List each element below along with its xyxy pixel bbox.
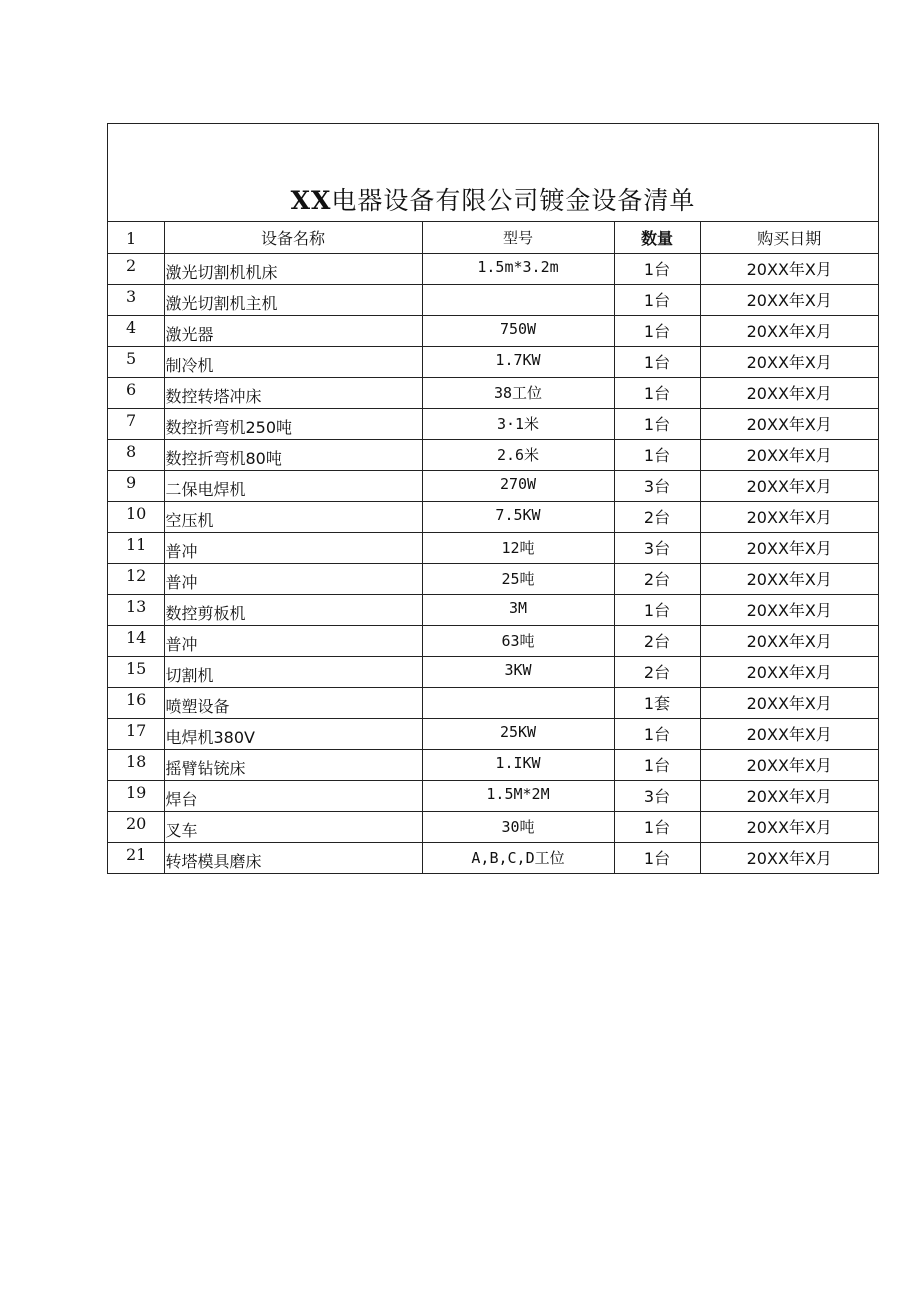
- cell-qty: 3台: [614, 780, 700, 811]
- title-prefix: XX: [290, 186, 332, 215]
- table-row: [108, 253, 878, 284]
- cell-model: 25吨: [422, 563, 614, 594]
- cell-qty: 2台: [614, 656, 700, 687]
- cell-no: 8: [108, 439, 164, 470]
- cell-qty: 1台: [614, 811, 700, 842]
- cell-qty: 2台: [614, 625, 700, 656]
- equipment-table: [108, 222, 878, 873]
- cell-model: 3M: [422, 594, 614, 625]
- cell-model: [422, 284, 614, 315]
- table-row: [108, 656, 878, 687]
- table-row: [108, 625, 878, 656]
- cell-no: 5: [108, 346, 164, 377]
- table-row: [108, 501, 878, 532]
- equipment-list-sheet: [107, 123, 879, 874]
- cell-model: 750W: [422, 315, 614, 346]
- header-name: 设备名称: [164, 222, 422, 253]
- cell-qty: 1台: [614, 377, 700, 408]
- cell-model: 3·1米: [422, 408, 614, 439]
- cell-model: 12吨: [422, 532, 614, 563]
- cell-no: 2: [108, 253, 164, 284]
- cell-model: 30吨: [422, 811, 614, 842]
- cell-date: 20XX年X月: [700, 439, 878, 470]
- cell-model: 270W: [422, 470, 614, 501]
- cell-model: 7.5KW: [422, 501, 614, 532]
- cell-date: 20XX年X月: [700, 315, 878, 346]
- table-row: [108, 687, 878, 718]
- cell-name: 激光切割机主机: [164, 284, 422, 315]
- cell-no: 13: [108, 594, 164, 625]
- cell-model: 1.5M*2M: [422, 780, 614, 811]
- cell-date: 20XX年X月: [700, 687, 878, 718]
- table-row: [108, 749, 878, 780]
- title-text: 电器设备有限公司镀金设备清单: [331, 186, 696, 215]
- cell-name: 转塔模具磨床: [164, 842, 422, 873]
- cell-qty: 1台: [614, 594, 700, 625]
- cell-qty: 1台: [614, 408, 700, 439]
- cell-name: 空压机: [164, 501, 422, 532]
- cell-no: 12: [108, 563, 164, 594]
- cell-name: 叉车: [164, 811, 422, 842]
- cell-name: 二保电焊机: [164, 470, 422, 501]
- cell-date: 20XX年X月: [700, 625, 878, 656]
- header-date: 购买日期: [700, 222, 878, 253]
- cell-date: 20XX年X月: [700, 408, 878, 439]
- cell-name: 普冲: [164, 625, 422, 656]
- table-row: [108, 315, 878, 346]
- cell-no: 19: [108, 780, 164, 811]
- cell-date: 20XX年X月: [700, 656, 878, 687]
- cell-no: 17: [108, 718, 164, 749]
- cell-date: 20XX年X月: [700, 532, 878, 563]
- cell-date: 20XX年X月: [700, 501, 878, 532]
- cell-date: 20XX年X月: [700, 749, 878, 780]
- cell-date: 20XX年X月: [700, 377, 878, 408]
- cell-name: 喷塑设备: [164, 687, 422, 718]
- cell-date: 20XX年X月: [700, 284, 878, 315]
- table-row: [108, 811, 878, 842]
- cell-name: 摇臂钻铳床: [164, 749, 422, 780]
- cell-qty: 1台: [614, 749, 700, 780]
- table-row: [108, 439, 878, 470]
- cell-model: 1.5m*3.2m: [422, 253, 614, 284]
- header-qty: 数量: [614, 222, 700, 253]
- cell-model: 2.6米: [422, 439, 614, 470]
- cell-no: 9: [108, 470, 164, 501]
- cell-qty: 1套: [614, 687, 700, 718]
- cell-date: 20XX年X月: [700, 594, 878, 625]
- cell-model: 1.IKW: [422, 749, 614, 780]
- cell-qty: 1台: [614, 346, 700, 377]
- cell-name: 数控剪板机: [164, 594, 422, 625]
- cell-model: 3KW: [422, 656, 614, 687]
- cell-no: 6: [108, 377, 164, 408]
- cell-no: 18: [108, 749, 164, 780]
- cell-name: 电焊机380V: [164, 718, 422, 749]
- cell-no: 20: [108, 811, 164, 842]
- table-row: [108, 780, 878, 811]
- cell-no: 3: [108, 284, 164, 315]
- table-row: [108, 408, 878, 439]
- cell-no: 16: [108, 687, 164, 718]
- cell-name: 焊台: [164, 780, 422, 811]
- cell-name: 制冷机: [164, 346, 422, 377]
- cell-date: 20XX年X月: [700, 780, 878, 811]
- cell-qty: 1台: [614, 315, 700, 346]
- table-row: [108, 594, 878, 625]
- cell-qty: 1台: [614, 284, 700, 315]
- cell-model: 63吨: [422, 625, 614, 656]
- cell-qty: 1台: [614, 842, 700, 873]
- cell-qty: 3台: [614, 470, 700, 501]
- cell-date: 20XX年X月: [700, 811, 878, 842]
- table-row: [108, 284, 878, 315]
- header-no: 1: [108, 222, 164, 253]
- cell-no: 10: [108, 501, 164, 532]
- cell-no: 11: [108, 532, 164, 563]
- cell-date: 20XX年X月: [700, 563, 878, 594]
- cell-date: 20XX年X月: [746, 849, 832, 869]
- table-row: [108, 377, 878, 408]
- cell-qty: 1台: [614, 439, 700, 470]
- cell-name: 数控折弯机80吨: [164, 439, 422, 470]
- cell-name: 数控转塔冲床: [164, 377, 422, 408]
- cell-qty: 2台: [614, 501, 700, 532]
- cell-name: 普冲: [164, 563, 422, 594]
- cell-no: 14: [108, 625, 164, 656]
- table-row: [108, 563, 878, 594]
- table-row: [108, 470, 878, 501]
- cell-model: [422, 687, 614, 718]
- cell-model: 38工位: [422, 377, 614, 408]
- table-row: [108, 718, 878, 749]
- cell-name: 切割机: [164, 656, 422, 687]
- cell-date: 20XX年X月: [700, 718, 878, 749]
- cell-qty: 3台: [614, 532, 700, 563]
- cell-name: 数控折弯机250吨: [164, 408, 422, 439]
- cell-name: 激光切割机机床: [164, 253, 422, 284]
- cell-model: 25KW: [422, 718, 614, 749]
- title-row: [108, 124, 878, 222]
- table-row: [108, 532, 878, 563]
- table-row: [108, 346, 878, 377]
- cell-name: 普冲: [164, 532, 422, 563]
- page-title: [291, 181, 696, 217]
- cell-name: 激光器: [164, 315, 422, 346]
- cell-no: 21: [108, 842, 164, 873]
- cell-qty: 1台: [614, 253, 700, 284]
- table-row: [108, 842, 878, 873]
- cell-model: 1.7KW: [422, 346, 614, 377]
- cell-qty: 2台: [614, 563, 700, 594]
- cell-date: 20XX年X月: [700, 253, 878, 284]
- cell-date: 20XX年X月: [700, 470, 878, 501]
- table-header-row: [108, 222, 878, 253]
- cell-date: 20XX年X月: [700, 346, 878, 377]
- cell-qty: 1台: [614, 718, 700, 749]
- header-model: 型号: [422, 222, 614, 253]
- cell-model: A,B,C,D工位: [422, 842, 614, 873]
- cell-no: 7: [108, 408, 164, 439]
- cell-no: 4: [108, 315, 164, 346]
- cell-no: 15: [108, 656, 164, 687]
